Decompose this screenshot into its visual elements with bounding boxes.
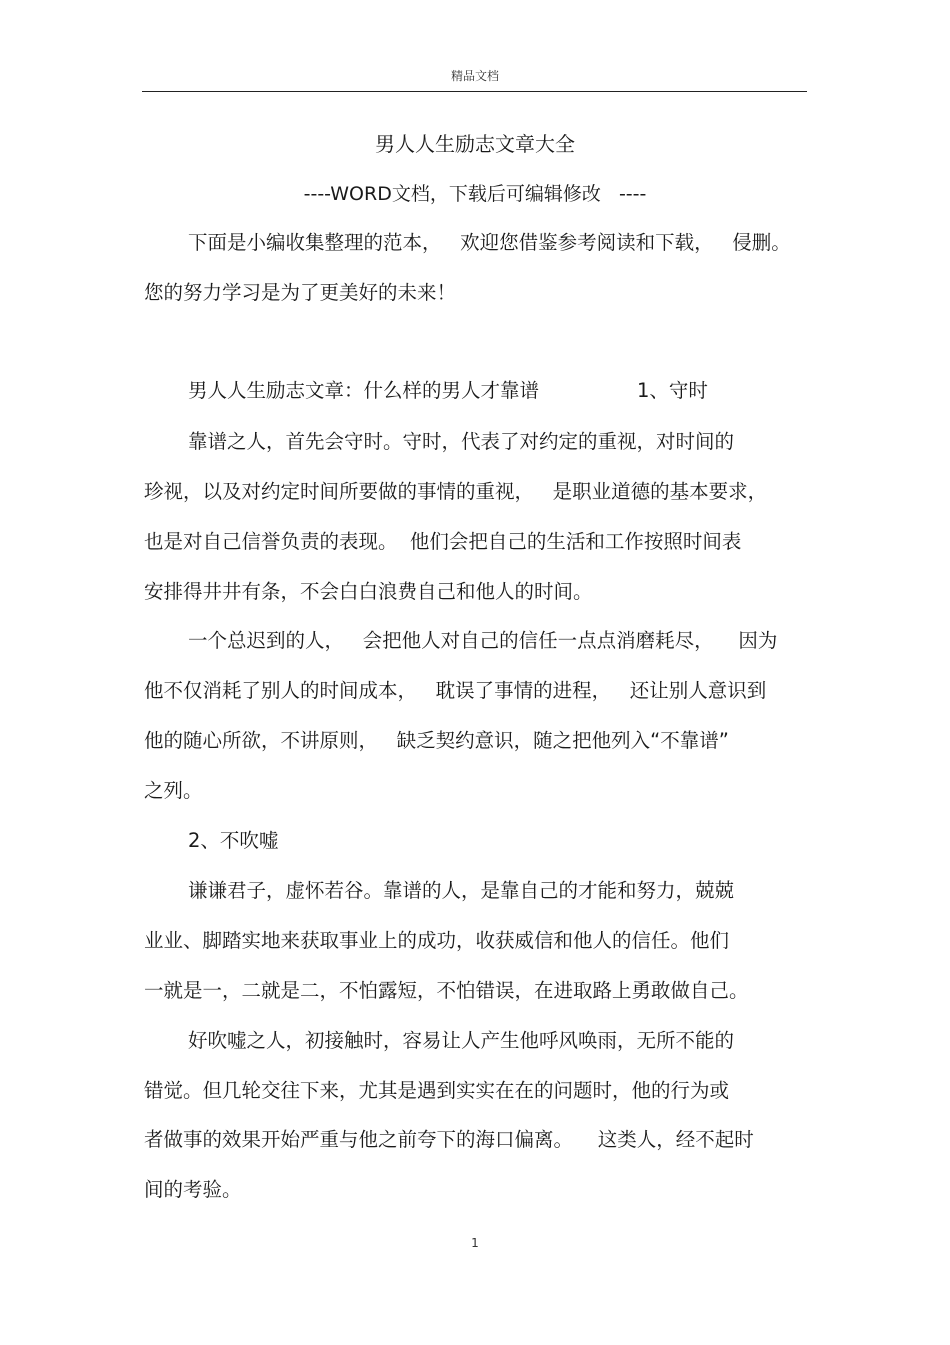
paragraph-line: 珍视，以及对约定时间所要做的事情的重视， 是职业道德的基本要求，: [144, 480, 768, 503]
page-number: 1: [471, 1236, 479, 1250]
section-heading: 男人人生励志文章：什么样的男人才靠谱: [188, 379, 540, 402]
document-subtitle: ----WORD文档，下载后可编辑修改 ----: [303, 183, 647, 205]
header-divider: [142, 91, 807, 92]
paragraph-line: 一个总迟到的人， 会把他人对自己的信任一点点消磨耗尽， 因为: [188, 629, 778, 652]
point-2-heading: 2、不吹嘘: [188, 829, 279, 852]
paragraph-line: 他的随心所欲，不讲原则， 缺乏契约意识，随之把他列入“不靠谱”: [144, 729, 729, 752]
paragraph-line: 谦谦君子，虚怀若谷。靠谱的人，是靠自己的才能和努力，兢兢: [188, 879, 735, 902]
paragraph-line: 他不仅消耗了别人的时间成本， 耽误了事情的进程， 还让别人意识到: [144, 679, 767, 702]
intro-line-2: 您的努力学习是为了更美好的未来！: [144, 281, 457, 304]
paragraph-line: 错觉。但几轮交往下来，尤其是遇到实实在在的问题时，他的行为或: [144, 1079, 730, 1102]
paragraph-line: 业业、脚踏实地来获取事业上的成功，收获威信和他人的信任。他们: [144, 929, 730, 952]
paragraph-line: 之列。: [144, 779, 203, 802]
paragraph-line: 一就是一，二就是二，不怕露短，不怕错误，在进取路上勇敢做自己。: [144, 979, 749, 1002]
paragraph-line: 好吹嘘之人，初接触时，容易让人产生他呼风唤雨，无所不能的: [188, 1029, 735, 1052]
paragraph-line: 者做事的效果开始严重与他之前夸下的海口偏离。 这类人，经不起时: [144, 1128, 754, 1151]
point-1-heading: 1、守时: [637, 379, 708, 402]
paragraph-line: 安排得井井有条，不会白白浪费自己和他人的时间。: [144, 580, 593, 603]
document-title: 男人人生励志文章大全: [375, 132, 575, 156]
paragraph-line: 靠谱之人，首先会守时。守时，代表了对约定的重视，对时间的: [188, 430, 735, 453]
paragraph-line: 间的考验。: [144, 1178, 242, 1201]
intro-line-1: 下面是小编收集整理的范本， 欢迎您借鉴参考阅读和下载， 侵删。: [188, 231, 791, 254]
paragraph-line: 也是对自己信誉负责的表现。 他们会把自己的生活和工作按照时间表: [144, 530, 742, 553]
page-header-label: 精品文档: [450, 69, 499, 83]
